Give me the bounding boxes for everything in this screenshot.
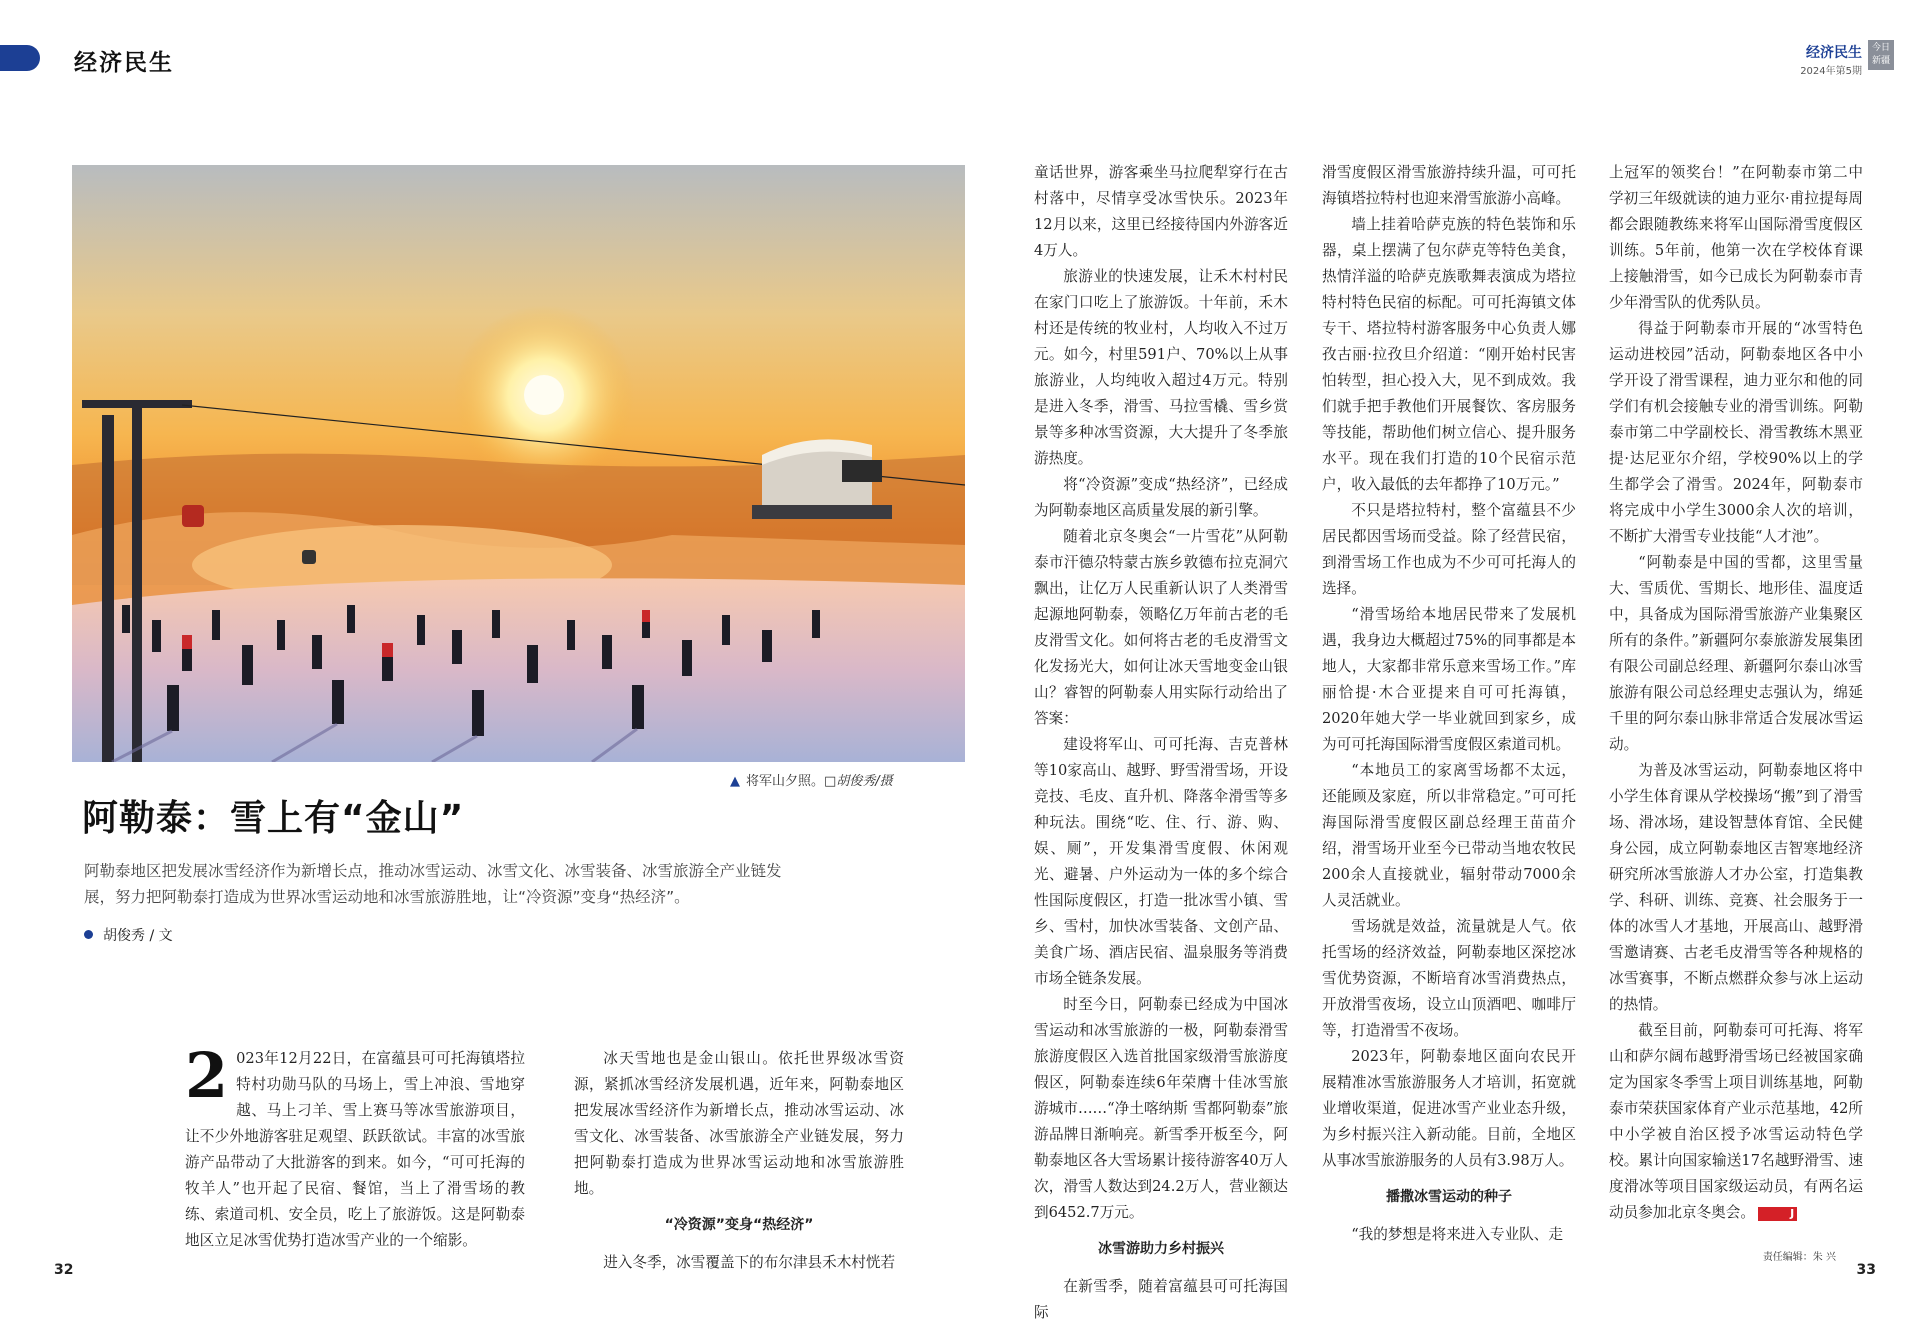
paragraph: “本地员工的家离雪场都不太远，还能顾及家庭，所以非常稳定。”可可托海国际滑雪度假区副总经理王苗苗介绍，滑雪场开业至今已带动当地农牧民200余人直接就业，辐射带动7000余人灵活就业。 [1322,762,1576,909]
subheading: 冰雪游助力乡村振兴 [1098,1241,1224,1257]
paragraph [185,1039,525,1254]
paragraph: 不只是塔拉特村，整个富蕴县不少居民都因雪场而受益。除了经营民宿，到滑雪场工作也成为不少可可托海人的选择。 [1322,502,1576,597]
paragraph-text: 截至目前，阿勒泰可可托海、将军山和萨尔阔布越野滑雪场已经被国家确定为国家冬季雪上项目训练基地，阿勒泰市荣获国家体育产业示范基地，42所中小学被自治区授予冰雪运动特色学校。累计向国家输送17名越野滑雪、速度滑冰等项目国家级运动员，有两名运动员参加北京冬奥会。 [1609,1022,1863,1221]
paragraph: 进入冬季，冰雪覆盖下的布尔津县禾木村恍若 [603,1254,896,1271]
paragraph: 时至今日，阿勒泰已经成为中国冰雪运动和冰雪旅游的一极，阿勒泰滑雪旅游度假区入选首批国家级滑雪旅游度假区，阿勒泰连续6年荣膺十佳冰雪旅游城市……“净土喀纳斯 雪都阿勒泰”旅游品牌日渐响亮。新雪季开板至今，阿勒泰地区各大雪场累计接待游客40万人次，滑雪人数达到24.2万人，营业额达到6452.7万元。 [1034,996,1288,1221]
photo-caption [730,770,893,789]
photo-credit: □胡俊秀/摄 [824,774,893,789]
page-number-left: 32 [54,1262,74,1278]
paragraph: 童话世界，游客乘坐马拉爬犁穿行在古村落中，尽情享受冰雪快乐。2023年12月以来，这里已经接待国内外游客近4万人。 [1034,164,1288,259]
paragraph: 冰天雪地也是金山银山。依托世界级冰雪资源，紧抓冰雪经济发展机遇，近年来，阿勒泰地区把发展冰雪经济作为新增长点，推动冰雪运动、冰雪文化、冰雪装备、冰雪旅游全产业链发展，努力把阿勒泰打造成为世界冰雪运动地和冰雪旅游胜地。 [574,1050,904,1197]
subheading: “冷资源”变身“热经济” [664,1217,814,1233]
paragraph: “滑雪场给本地居民带来了发展机遇，我身边大概超过75%的同事都是本地人，大家都非常乐意来雪场工作。”库丽恰提·木合亚提来自可可托海镇，2020年她大学一毕业就回到家乡，成为可可托海国际滑雪度假区索道司机。 [1322,606,1576,753]
page-number-right: 33 [1856,1262,1876,1278]
paragraph: 滑雪度假区滑雪旅游持续升温，可可托海镇塔拉特村也迎来滑雪旅游小高峰。 [1322,164,1576,207]
dropcap: 2 [185,1039,229,1112]
end-mark-icon: J [1758,1207,1797,1221]
paragraph: 为普及冰雪运动，阿勒泰地区将中小学生体育课从学校操场“搬”到了滑雪场、滑冰场，建设智慧体育馆、全民健身公园，成立阿勒泰地区吉智寒地经济研究所冰雪旅游人才办公室，打造集教学、科研、训练、竞赛、社会服务于一体的冰雪人才基地，开展高山、越野滑雪邀请赛、古老毛皮滑雪等各种规格的冰雪赛事，不断点燃群众参与冰上运动的热情。 [1609,762,1863,1013]
paragraph: 随着北京冬奥会“一片雪花”从阿勒泰市汗德尕特蒙古族乡敦德布拉克洞穴飘出，让亿万人民重新认识了人类滑雪起源地阿勒泰，领略亿万年前古老的毛皮滑雪文化。如何将古老的毛皮滑雪文化发扬光大，如何让冰天雪地变金山银山？睿智的阿勒泰人用实际行动给出了答案： [1034,528,1288,727]
ski-resort-sunset-photo [72,165,965,762]
body-column-2 [574,1046,904,1276]
section-tab-marker [0,45,40,71]
paragraph [1609,1018,1863,1226]
issue-number: 2024年第5期 [1800,66,1862,77]
magazine-logo: 今日新疆 [1868,40,1894,70]
article-byline [84,925,173,945]
paragraph: 得益于阿勒泰市开展的“冰雪特色运动进校园”活动，阿勒泰地区各中小学开设了滑雪课程，迪力亚尔和他的同学们有机会接触专业的滑雪训练。阿勒泰市第二中学副校长、滑雪教练木黑亚提·达尼亚尔介绍，学校90%以上的学生都学会了滑雪。2024年，阿勒泰市将完成中小学生3000余人次的培训，不断扩大滑雪专业技能“人才池”。 [1609,320,1863,545]
paragraph: 在新雪季，随着富蕴县可可托海国际 [1034,1278,1288,1321]
caption-triangle-icon: ▲ [730,774,740,789]
byline-text: 胡俊秀 / 文 [103,928,173,944]
photo-illustration [72,165,965,762]
magazine-name: 经济民生 [1806,45,1862,61]
masthead [1800,42,1862,77]
body-column-4 [1322,160,1576,1248]
paragraph: 雪场就是效益，流量就是人气。依托雪场的经济效益，阿勒泰地区深挖冰雪优势资源，不断培育冰雪消费热点，开放滑雪夜场，设立山顶酒吧、咖啡厅等，打造滑雪不夜场。 [1322,918,1576,1039]
paragraph: 将“冷资源”变成“热经济”，已经成为阿勒泰地区高质量发展的新引擎。 [1034,476,1288,519]
body-column-5 [1609,160,1863,1226]
caption-text: 将军山夕照。 [746,774,825,789]
paragraph: 上冠军的领奖台！”在阿勒泰市第二中学初三年级就读的迪力亚尔·甫拉提每周都会跟随教练来将军山国际滑雪度假区训练。5年前，他第一次在学校体育课上接触滑雪，如今已成长为阿勒泰市青少年滑雪队的优秀队员。 [1609,164,1863,311]
paragraph: 旅游业的快速发展，让禾木村村民在家门口吃上了旅游饭。十年前，禾木村还是传统的牧业村，人均收入不过万元。如今，村里591户、70%以上从事旅游业，人均纯收入超过4万元。特别是进入冬季，滑雪、马拉雪橇、雪乡赏景等多种冰雪资源，大大提升了冬季旅游热度。 [1034,268,1288,467]
body-column-3 [1034,160,1288,1326]
subheading: 播撒冰雪运动的种子 [1386,1189,1512,1205]
article-lede: 阿勒泰地区把发展冰雪经济作为新增长点，推动冰雪运动、冰雪文化、冰雪装备、冰雪旅游全产业链发展，努力把阿勒泰打造成为世界冰雪运动地和冰雪旅游胜地，让“冷资源”变身“热经济”。 [84,862,782,906]
paragraph: 建设将军山、可可托海、吉克普林等10家高山、越野、野雪滑雪场，开设竞技、毛皮、直升机、降落伞滑雪等多种玩法。围绕“吃、住、行、游、购、娱、厕”，开发集滑雪度假、休闲观光、避暑、户外运动为一体的多个综合性国际度假区，打造一批冰雪小镇、雪乡、雪村，加快冰雪装备、文创产品、美食广场、酒店民宿、温泉服务等消费市场全链条发展。 [1034,736,1288,987]
paragraph: 2023年，阿勒泰地区面向农民开展精准冰雪旅游服务人才培训，拓宽就业增收渠道，促进冰雪产业业态升级，为乡村振兴注入新动能。目前，全地区从事冰雪旅游服务的人员有3.98万人。 [1322,1048,1576,1169]
byline-dot-icon [84,930,93,939]
section-title: 经济民生 [74,49,174,76]
paragraph: “阿勒泰是中国的雪都，这里雪量大、雪质优、雪期长、地形佳、温度适中，具备成为国际滑雪旅游产业集聚区所有的条件。”新疆阿尔泰旅游发展集团有限公司副总经理、新疆阿尔泰山冰雪旅游有限公司总经理史志强认为，绵延千里的阿尔泰山脉非常适合发展冰雪运动。 [1609,554,1863,753]
paragraph: 墙上挂着哈萨克族的特色装饰和乐器，桌上摆满了包尔萨克等特色美食，热情洋溢的哈萨克族歌舞表演成为塔拉特村特色民宿的标配。可可托海镇文体专干、塔拉特村游客服务中心负责人娜孜古丽·拉孜旦介绍道：“刚开始村民害怕转型，担心投入大，见不到成效。我们就手把手教他们开展餐饮、客房服务等技能，帮助他们树立信心、提升服务水平。现在我们打造的10个民宿示范户，收入最低的去年都挣了10万元。” [1322,216,1576,493]
body-column-1 [185,1039,525,1254]
paragraph-text: 023年12月22日，在富蕴县可可托海镇塔拉特村功勋马队的马场上，雪上冲浪、雪地穿越、马上刁羊、雪上赛马等冰雪旅游项目，让不少外地游客驻足观望、跃跃欲试。丰富的冰雪旅游产品带动了大批游客的到来。如今，“可可托海的牧羊人”也开起了民宿、餐馆，当上了滑雪场的教练、索道司机、安全员，吃上了旅游饭。这是阿勒泰地区立足冰雪优势打造冰雪产业的一个缩影。 [185,1050,525,1249]
paragraph: “我的梦想是将来进入专业队、走 [1351,1226,1563,1243]
responsible-editor: 责任编辑：朱 兴 [1762,1252,1836,1263]
article-headline: 阿勒泰：雪上有“金山” [82,798,465,839]
